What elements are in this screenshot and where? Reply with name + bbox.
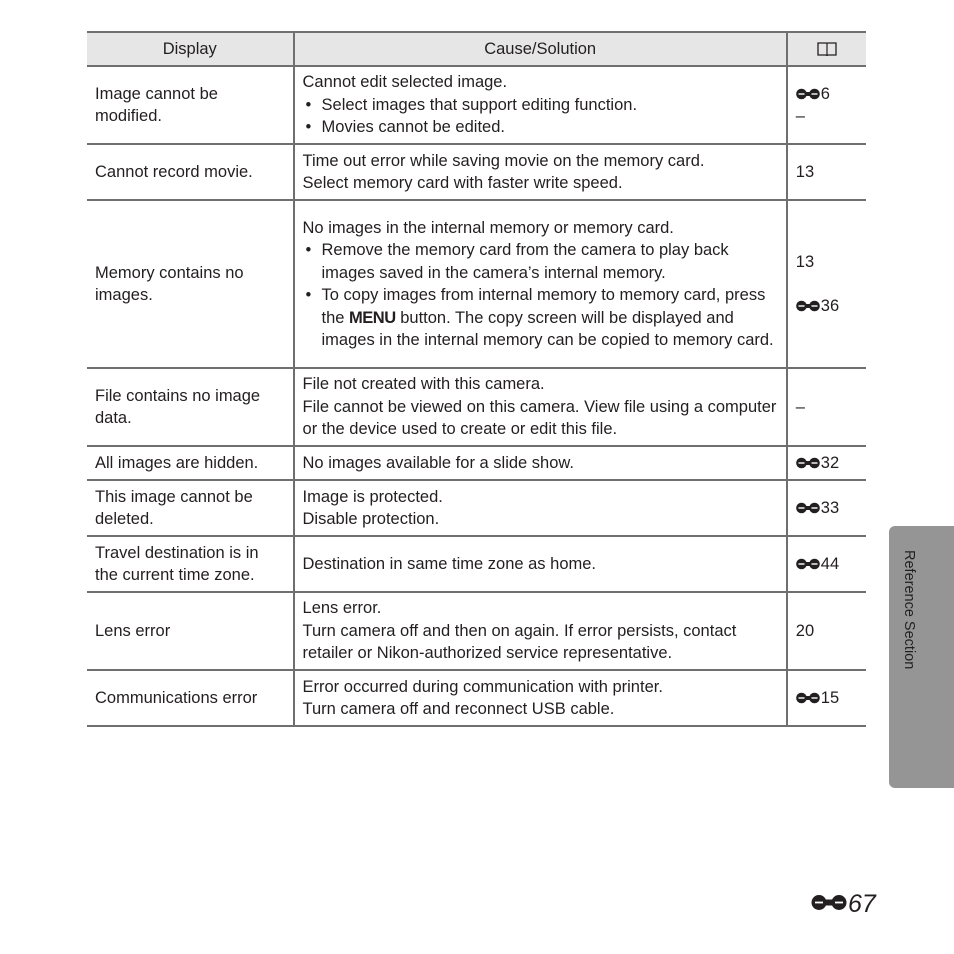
- error-messages-table: [87, 31, 866, 727]
- table-row: [87, 480, 866, 536]
- cause-solution-cell: [294, 144, 787, 200]
- bullet-item: • Remove the memory card from the camera to play back images saved in the camera’s internal memory.: [303, 239, 778, 284]
- book-reference-icon: [816, 41, 838, 57]
- reference-cell: [787, 144, 866, 200]
- cause-line: Image is protected.: [302, 487, 443, 506]
- display-cell: Memory contains no images.: [87, 200, 294, 368]
- cause-line: Lens error.: [302, 599, 382, 618]
- reference-cell: [787, 536, 866, 592]
- cause-intro: Cannot edit selected image.: [302, 73, 508, 92]
- reference-page: –: [795, 397, 805, 416]
- reference-page: 33: [820, 498, 840, 517]
- reference-entry: [796, 161, 858, 184]
- header-display: Display: [87, 32, 294, 66]
- reference-cell: [787, 66, 866, 144]
- reference-cell: [787, 480, 866, 536]
- reference-entry: [796, 251, 858, 274]
- reference-page: 20: [795, 621, 815, 640]
- table-row: [87, 446, 866, 480]
- reference-page: –: [795, 107, 805, 125]
- e-reference-icon: [796, 457, 820, 469]
- reference-cell: [787, 592, 866, 670]
- reference-page: 13: [795, 252, 815, 271]
- display-cell: File contains no image data.: [87, 368, 294, 446]
- bullet-item: • Select images that support editing function.: [303, 94, 778, 117]
- reference-entry: [796, 295, 858, 318]
- menu-button-label: MENU: [349, 308, 396, 327]
- cause-solution-cell: [294, 670, 787, 726]
- display-cell: This image cannot be deleted.: [87, 480, 294, 536]
- bullet-list: [303, 239, 778, 352]
- page-number: [811, 889, 876, 919]
- table-row: [87, 592, 866, 670]
- reference-entry: [796, 105, 858, 128]
- page-number-text: 67: [848, 890, 876, 918]
- cause-line: Destination in same time zone as home.: [302, 554, 596, 573]
- reference-entry: [796, 497, 858, 520]
- cause-solution-cell: [294, 200, 787, 368]
- reference-entry: [796, 452, 858, 475]
- reference-cell: [787, 368, 866, 446]
- table-header-row: [87, 32, 866, 66]
- e-reference-icon: [796, 300, 820, 312]
- display-cell: Image cannot be modified.: [87, 66, 294, 144]
- reference-entry: [796, 553, 858, 576]
- display-cell: Cannot record movie.: [87, 144, 294, 200]
- cause-line: Select memory card with faster write speed.: [302, 174, 623, 192]
- cause-intro: No images in the internal memory or memory card.: [302, 218, 674, 237]
- reference-page: 13: [795, 162, 815, 181]
- reference-page: 32: [820, 453, 840, 472]
- table-row: [87, 66, 866, 144]
- header-reference: [787, 32, 866, 66]
- bullet-list: [303, 94, 778, 139]
- cause-solution-cell: [294, 536, 787, 592]
- e-reference-icon: [796, 558, 820, 570]
- e-reference-icon: [796, 88, 820, 100]
- cause-line: File not created with this camera.: [302, 375, 545, 394]
- header-cause-solution: Cause/Solution: [294, 32, 787, 66]
- cause-solution-cell: [294, 592, 787, 670]
- reference-cell: [787, 200, 866, 368]
- cause-line: Disable protection.: [302, 510, 440, 528]
- reference-page: 36: [820, 297, 840, 315]
- reference-cell: [787, 446, 866, 480]
- cause-line: File cannot be viewed on this camera. View file using a computer or the device used to create or edit this file.: [302, 397, 777, 439]
- cause-line: Turn camera off and then on again. If error persists, contact retailer or Nikon-authorized service representative.: [302, 621, 737, 663]
- display-cell: Communications error: [87, 670, 294, 726]
- display-cell: All images are hidden.: [87, 446, 294, 480]
- section-tab-label: Reference Section: [901, 550, 917, 670]
- reference-cell: [787, 670, 866, 726]
- cause-solution-cell: [294, 446, 787, 480]
- cause-line: No images available for a slide show.: [302, 453, 574, 472]
- reference-entry: [796, 687, 858, 710]
- bullet-item: [303, 284, 778, 352]
- e-reference-icon: [811, 894, 847, 911]
- bullet-item: • Movies cannot be edited.: [303, 116, 778, 139]
- table-row: [87, 200, 866, 368]
- cause-solution-cell: [294, 368, 787, 446]
- cause-line: Error occurred during communication with printer.: [302, 677, 663, 696]
- cause-line: Time out error while saving movie on the memory card.: [302, 151, 705, 170]
- bullet-text: To copy images from internal memory to memory card, press the: [321, 286, 766, 327]
- table-row: [87, 368, 866, 446]
- display-cell: Lens error: [87, 592, 294, 670]
- reference-entry: [796, 620, 858, 643]
- e-reference-icon: [796, 502, 820, 514]
- table-row: [87, 670, 866, 726]
- reference-page: 44: [820, 554, 840, 573]
- table-row: [87, 536, 866, 592]
- table-row: [87, 144, 866, 200]
- cause-line: Turn camera off and reconnect USB cable.: [302, 700, 615, 718]
- display-cell: Travel destination is in the current time zone.: [87, 536, 294, 592]
- cause-solution-cell: [294, 480, 787, 536]
- reference-page: 6: [820, 84, 830, 103]
- reference-entry: [796, 396, 858, 419]
- cause-solution-cell: [294, 66, 787, 144]
- reference-page: 15: [820, 688, 840, 707]
- bullet-text: button. The copy screen will be displayed and images in the internal memory can be copied to memory card.: [321, 308, 774, 349]
- reference-entry: [796, 83, 858, 106]
- e-reference-icon: [796, 692, 820, 704]
